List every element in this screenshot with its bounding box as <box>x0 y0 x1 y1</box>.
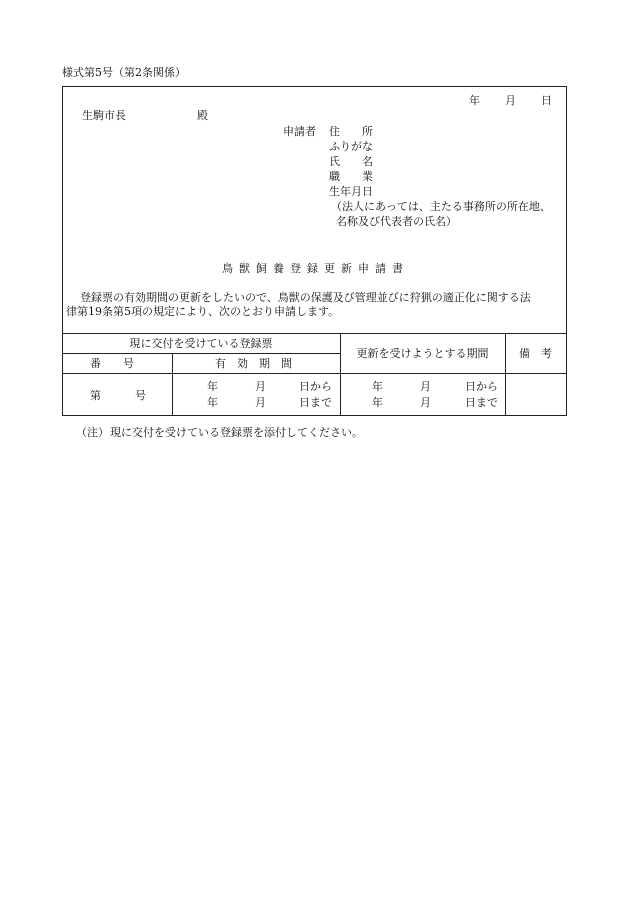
footnote-label: （注） <box>76 426 109 439</box>
corporate-note-line2: 名称及び代表者の氏名） <box>336 215 457 228</box>
number-cell-prefix: 第 <box>90 389 101 402</box>
date-year: 年 <box>469 94 480 107</box>
table-header-bottom-line <box>62 373 567 374</box>
table-divider-number <box>172 353 173 416</box>
corporate-note-line1: （法人にあっては、主たる事務所の所在地、 <box>331 200 551 213</box>
current-registration-header: 現に交付を受けている登録票 <box>129 337 273 350</box>
date-month: 月 <box>505 94 516 107</box>
applicant-field-furigana: ふりがな <box>329 140 373 153</box>
number-header: 番 号 <box>90 357 134 370</box>
body-line2: 律第19条第5項の規定により、次のとおり申請します。 <box>66 305 340 318</box>
table-top-line <box>62 333 567 334</box>
validity-from-day: 日から <box>299 380 332 393</box>
document-title: 鳥獣飼養登録更新申請書 <box>222 262 409 275</box>
remarks-header: 備 考 <box>519 347 552 360</box>
form-number: 様式第5号（第2条関係） <box>62 66 186 79</box>
applicant-field-occupation: 職 業 <box>329 170 373 183</box>
footnote-text: 現に交付を受けている登録票を添付してください。 <box>110 426 363 439</box>
validity-to-year: 年 <box>207 396 218 409</box>
addressee-honorific: 殿 <box>197 109 208 122</box>
table-subheader-line <box>62 353 340 354</box>
renewal-from-month: 月 <box>420 380 431 393</box>
applicant-field-birthdate: 生年月日 <box>329 185 373 198</box>
addressee-name: 生駒市長 <box>82 109 126 122</box>
applicant-field-address: 住 所 <box>329 125 373 138</box>
renewal-header: 更新を受けようとする期間 <box>356 347 489 360</box>
validity-header: 有 効 期 間 <box>215 357 292 370</box>
validity-to-month: 月 <box>255 396 266 409</box>
date-day: 日 <box>541 94 552 107</box>
table-divider-validity <box>340 333 341 416</box>
validity-from-month: 月 <box>255 380 266 393</box>
renewal-to-day: 日まで <box>465 396 498 409</box>
renewal-to-year: 年 <box>372 396 383 409</box>
renewal-from-day: 日から <box>465 380 498 393</box>
number-cell-suffix: 号 <box>135 389 146 402</box>
renewal-to-month: 月 <box>420 396 431 409</box>
renewal-from-year: 年 <box>372 380 383 393</box>
validity-from-year: 年 <box>207 380 218 393</box>
body-line1: 登録票の有効期間の更新をしたいので、鳥獣の保護及び管理並びに狩猟の適正化に関する法 <box>80 291 531 304</box>
applicant-label: 申請者 <box>283 125 316 138</box>
applicant-field-name: 氏 名 <box>329 155 373 168</box>
validity-to-day: 日まで <box>299 396 332 409</box>
table-divider-renewal <box>505 333 506 416</box>
